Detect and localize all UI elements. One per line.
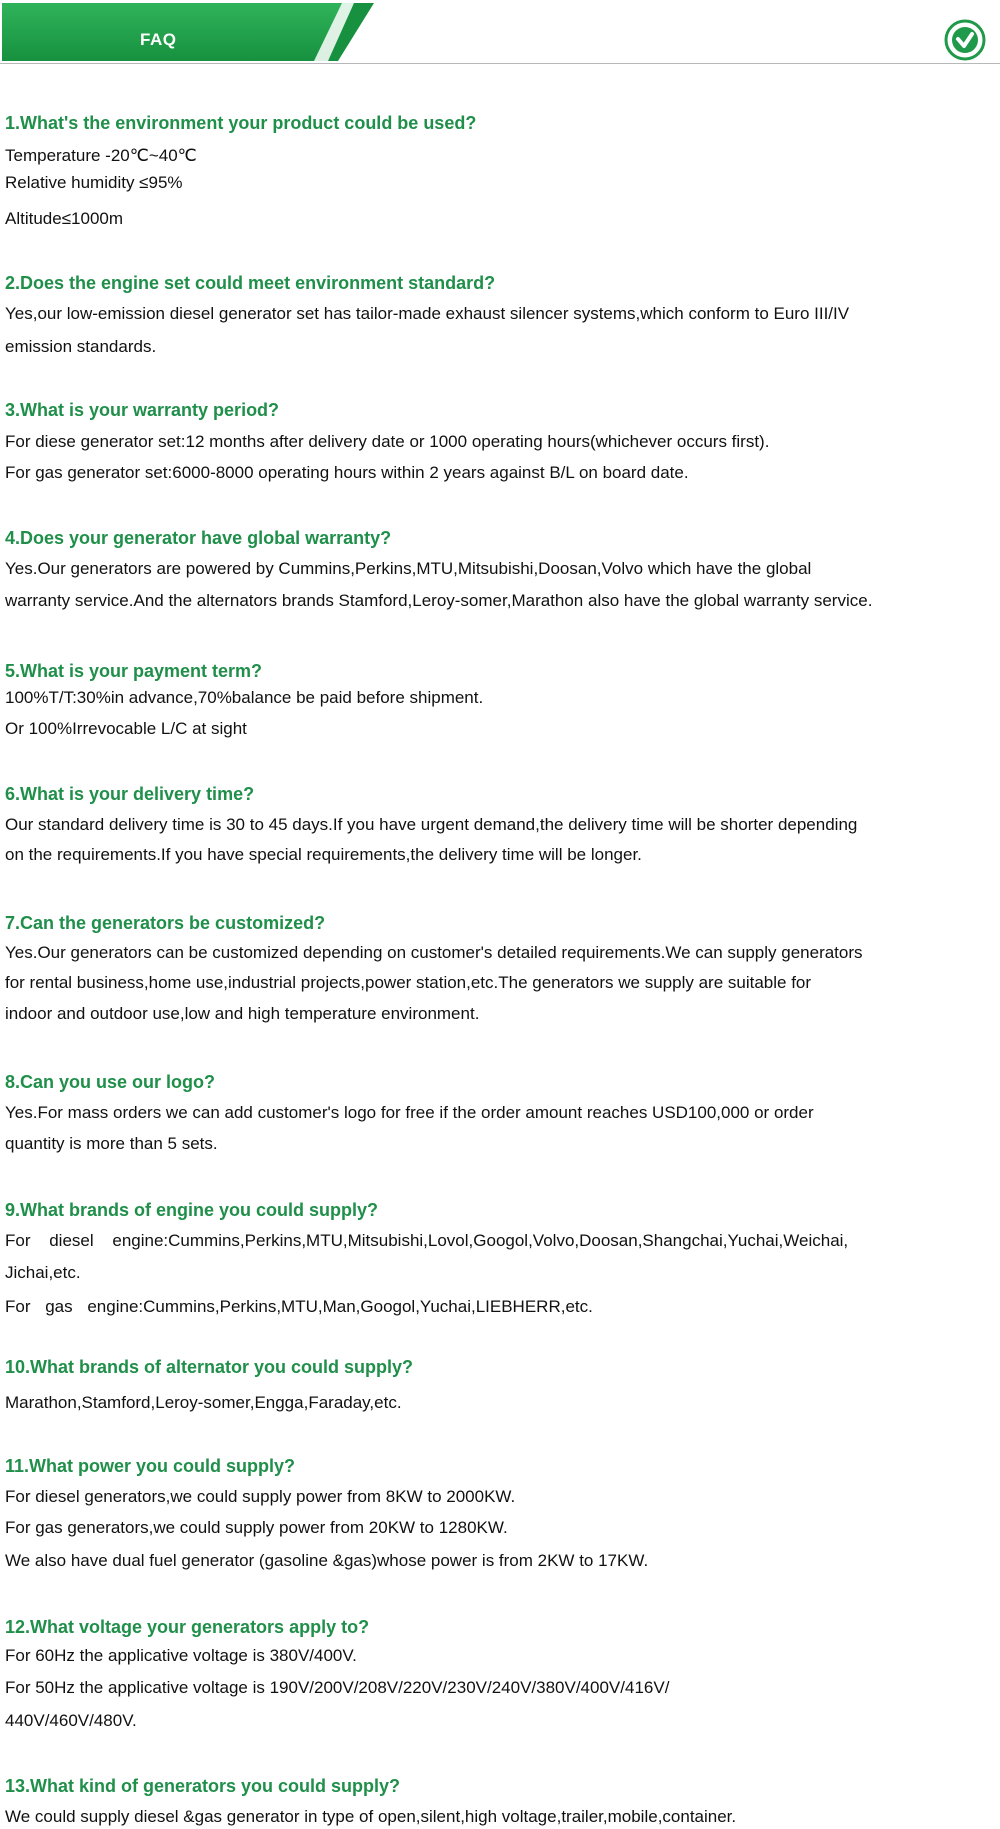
faq-answer-line: Yes.Our generators are powered by Cummins,Perkins,MTU,Mitsubishi,Doosan,Volvo which have the global	[5, 559, 812, 578]
faq-question-8: 8.Can you use our logo?	[5, 1072, 216, 1092]
faq-answer-line: We also have dual fuel generator (gasoline &gas)whose power is from 2KW to 17KW.	[5, 1551, 649, 1570]
faq-question-12: 12.What voltage your generators apply to?	[5, 1617, 370, 1637]
faq-answer-line: We could supply diesel &gas generator in type of open,silent,high voltage,trailer,mobile,container.	[5, 1807, 737, 1826]
faq-answer-line: For diesel engine:Cummins,Perkins,MTU,Mitsubishi,Lovol,Googol,Volvo,Doosan,Shangchai,Yuchai,Weichai,	[5, 1231, 849, 1250]
faq-answer-line: Relative humidity ≤95%	[5, 173, 183, 192]
faq-title: FAQ	[140, 30, 177, 49]
faq-answer-line: 440V/460V/480V.	[5, 1711, 137, 1730]
faq-answer-line: Jichai,etc.	[5, 1263, 81, 1282]
check-circle-icon	[944, 19, 986, 61]
faq-question-2: 2.Does the engine set could meet environment standard?	[5, 273, 496, 293]
faq-answer-line: for rental business,home use,industrial projects,power station,etc.The generators we supply are suitable for	[5, 973, 812, 992]
faq-header	[0, 0, 1000, 66]
faq-answer-line: emission standards.	[5, 337, 157, 356]
faq-tab-banner	[2, 3, 374, 61]
faq-answer-line: For gas generators,we could supply power from 20KW to 1280KW.	[5, 1518, 508, 1537]
faq-question-1: 1.What's the environment your product could be used?	[5, 113, 477, 133]
faq-answer-line: 100%T/T:30%in advance,70%balance be paid before shipment.	[5, 688, 484, 707]
faq-answer-line: indoor and outdoor use,low and high temperature environment.	[5, 1004, 480, 1023]
faq-answer-line: Or 100%Irrevocable L/C at sight	[5, 719, 247, 738]
faq-answer-line: warranty service.And the alternators brands Stamford,Leroy-somer,Marathon also have the global warranty service.	[5, 591, 873, 610]
faq-answer-line: For 50Hz the applicative voltage is 190V/200V/208V/220V/230V/240V/380V/400V/416V/	[5, 1678, 670, 1697]
faq-answer-line: Altitude≤1000m	[5, 209, 124, 228]
faq-answer-line: Yes.For mass orders we can add customer's logo for free if the order amount reaches USD100,000 or order	[5, 1103, 814, 1122]
faq-answer-line: For 60Hz the applicative voltage is 380V/400V.	[5, 1646, 357, 1665]
faq-question-11: 11.What power you could supply?	[5, 1456, 296, 1476]
faq-answer-line: For gas generator set:6000-8000 operating hours within 2 years against B/L on board date.	[5, 463, 689, 482]
faq-question-5: 5.What is your payment term?	[5, 661, 263, 681]
faq-answer-line: Temperature -20℃~40℃	[5, 146, 197, 165]
faq-answer-line: Marathon,Stamford,Leroy-somer,Engga,Faraday,etc.	[5, 1393, 402, 1412]
faq-question-13: 13.What kind of generators you could supply?	[5, 1776, 401, 1796]
faq-answer-line: For diesel generators,we could supply power from 8KW to 2000KW.	[5, 1487, 516, 1506]
faq-answer-line: quantity is more than 5 sets.	[5, 1134, 218, 1153]
faq-answer-line: on the requirements.If you have special requirements,the delivery time will be longer.	[5, 845, 642, 864]
faq-answer-line: For diese generator set:12 months after delivery date or 1000 operating hours(whichever occurs first).	[5, 432, 770, 451]
faq-question-10: 10.What brands of alternator you could supply?	[5, 1357, 414, 1377]
faq-question-6: 6.What is your delivery time?	[5, 784, 255, 804]
faq-question-9: 9.What brands of engine you could supply?	[5, 1200, 379, 1220]
faq-question-7: 7.Can the generators be customized?	[5, 913, 326, 933]
faq-answer-line: Our standard delivery time is 30 to 45 days.If you have urgent demand,the delivery time will be shorter depending	[5, 815, 858, 834]
faq-question-3: 3.What is your warranty period?	[5, 400, 280, 420]
faq-answer-line: Yes,our low-emission diesel generator set has tailor-made exhaust silencer systems,which conform to Euro III/IV	[5, 304, 850, 323]
faq-answer-line: Yes.Our generators can be customized depending on customer's detailed requirements.We can supply generators	[5, 943, 863, 962]
faq-question-4: 4.Does your generator have global warranty?	[5, 528, 392, 548]
faq-answer-line: For gas engine:Cummins,Perkins,MTU,Man,Googol,Yuchai,LIEBHERR,etc.	[5, 1297, 593, 1316]
header-divider	[0, 63, 1000, 64]
